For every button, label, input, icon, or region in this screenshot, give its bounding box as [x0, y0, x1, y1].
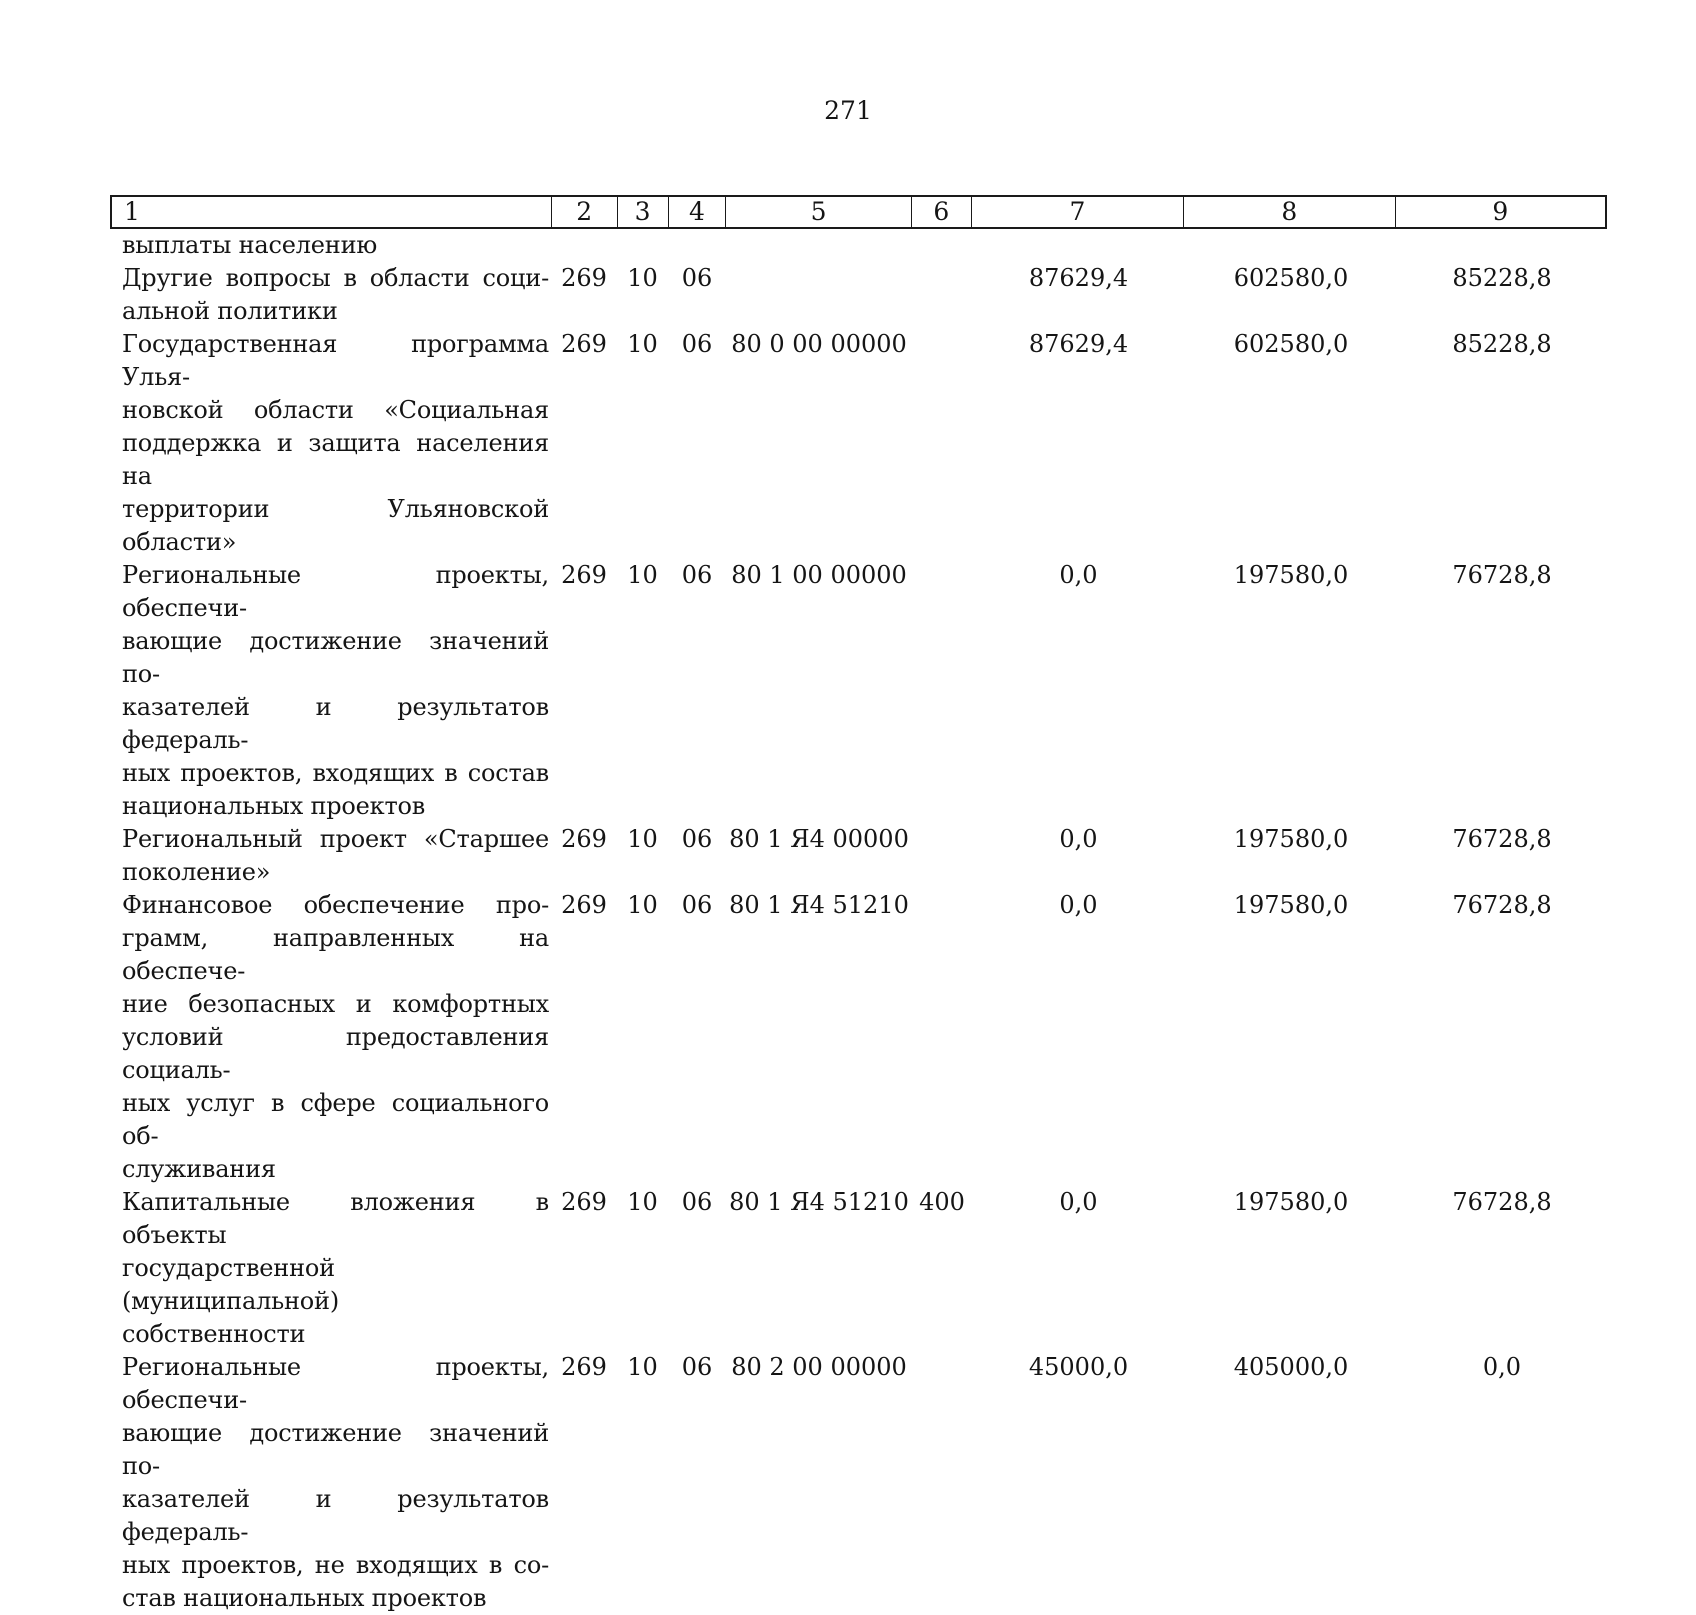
- row-value-col-3: 10: [627, 264, 658, 292]
- row-value-col-7: 87629,4: [1028, 264, 1129, 292]
- row-value-col-3: 10: [627, 561, 658, 589]
- row-value-col-4: 06: [681, 1353, 713, 1381]
- row-name-line: новской области «Социальная: [122, 396, 549, 424]
- row-value-col-6: [912, 229, 972, 262]
- row-value-col-3: 10: [627, 330, 658, 358]
- row-value-col-2: 269: [561, 1353, 607, 1381]
- row-name-line: поддержка и защита населения на: [122, 429, 549, 490]
- row-value-col-4: [668, 229, 726, 262]
- row-value-col-6: [912, 262, 972, 328]
- row-value-col-8: 197580,0: [1233, 825, 1349, 853]
- row-name: [110, 559, 551, 823]
- page-number: 271: [824, 96, 872, 125]
- row-name-line: поколение»: [122, 858, 271, 886]
- row-name-line: выплаты населению: [122, 231, 378, 259]
- row-name-line: Региональные проекты, обеспечи-: [122, 1353, 549, 1414]
- row-value-col-2: 269: [561, 264, 607, 292]
- row-name-line: Региональные проекты, обеспечи-: [122, 561, 549, 622]
- header-col-4: 4: [669, 197, 727, 227]
- row-value-col-6: [912, 559, 972, 823]
- row-name-line: условий предоставления социаль-: [122, 1023, 549, 1084]
- row-name-line: став национальных проектов: [122, 1584, 487, 1612]
- row-value-col-9: 76728,8: [1452, 561, 1552, 589]
- row-value-col-4: 06: [681, 825, 713, 853]
- header-col-8: 8: [1184, 197, 1395, 227]
- row-name-line: Капитальные вложения в объекты: [122, 1188, 549, 1249]
- row-name-line: государственной (муниципальной): [122, 1254, 339, 1315]
- row-value-col-8: [1185, 229, 1397, 262]
- row-value-col-2: 269: [561, 561, 607, 589]
- header-col-1: 1: [112, 197, 552, 227]
- row-name: [110, 889, 551, 1186]
- row-value-col-9: 76728,8: [1452, 891, 1552, 919]
- table-row: [110, 823, 1607, 889]
- row-value-col-6: [912, 1351, 972, 1615]
- row-name-line: альной политики: [122, 297, 338, 325]
- row-value-col-9: 0,0: [1482, 1353, 1522, 1381]
- row-value-col-9: 85228,8: [1452, 264, 1552, 292]
- row-name: [110, 229, 551, 262]
- row-name-line: национальных проектов: [122, 792, 426, 820]
- row-name-line: казателей и результатов федераль-: [122, 1485, 549, 1546]
- row-value-col-9: [1397, 229, 1607, 262]
- row-value-col-4: 06: [681, 264, 713, 292]
- row-value-col-3: [617, 229, 668, 262]
- row-name: [110, 823, 551, 889]
- row-name-line: Финансовое обеспечение про-: [122, 891, 549, 919]
- row-value-col-4: 06: [681, 330, 713, 358]
- row-value-col-8: 405000,0: [1233, 1353, 1349, 1381]
- row-value-col-3: 10: [627, 1188, 658, 1216]
- row-name-line: служивания: [122, 1155, 276, 1183]
- row-name-line: Государственная программа Улья-: [122, 330, 549, 391]
- row-value-col-4: 06: [681, 1188, 713, 1216]
- row-name-line: ных проектов, входящих в состав: [122, 759, 549, 787]
- row-name: [110, 1351, 551, 1615]
- row-value-col-7: 45000,0: [1028, 1353, 1129, 1381]
- row-value-col-2: 269: [561, 825, 607, 853]
- row-value-col-3: 10: [627, 825, 658, 853]
- row-value-col-5: 80 1 00 00000: [731, 561, 907, 589]
- row-value-col-7: 87629,4: [1028, 330, 1129, 358]
- header-col-2: 2: [552, 197, 618, 227]
- row-name-line: Другие вопросы в области соци-: [122, 264, 549, 292]
- row-name-line: ных проектов, не входящих в со-: [122, 1551, 549, 1579]
- row-name-line: ние безопасных и комфортных: [122, 990, 549, 1018]
- row-name-line: грамм, направленных на обеспече-: [122, 924, 549, 985]
- row-value-col-6: [912, 328, 972, 559]
- row-value-col-6: 400: [919, 1188, 965, 1216]
- row-value-col-2: [551, 229, 617, 262]
- row-value-col-4: 06: [681, 561, 713, 589]
- row-value-col-6: [912, 823, 972, 889]
- row-name-line: вающие достижение значений по-: [122, 1419, 549, 1480]
- row-value-col-5: 80 0 00 00000: [731, 330, 907, 358]
- row-value-col-8: 197580,0: [1233, 1188, 1349, 1216]
- header-col-5: 5: [726, 197, 912, 227]
- row-name: [110, 328, 551, 559]
- row-value-col-7: 0,0: [1059, 891, 1098, 919]
- row-value-col-2: 269: [561, 891, 607, 919]
- table-body: [110, 229, 1607, 1615]
- header-col-3: 3: [618, 197, 669, 227]
- row-name-line: вающие достижение значений по-: [122, 627, 549, 688]
- table-row: [110, 229, 1607, 262]
- row-value-col-8: 197580,0: [1233, 561, 1349, 589]
- header-col-6: 6: [912, 197, 972, 227]
- row-value-col-7: 0,0: [1059, 825, 1098, 853]
- row-value-col-9: 85228,8: [1452, 330, 1552, 358]
- table-row: [110, 328, 1607, 559]
- row-value-col-8: 197580,0: [1233, 891, 1349, 919]
- row-value-col-5: [726, 229, 912, 262]
- row-value-col-7: 0,0: [1059, 1188, 1098, 1216]
- row-value-col-3: 10: [627, 1353, 658, 1381]
- table-row: [110, 559, 1607, 823]
- row-value-col-7: [972, 229, 1185, 262]
- row-value-col-5: 80 1 Я4 51210: [729, 1188, 909, 1216]
- row-value-col-2: 269: [561, 1188, 607, 1216]
- row-name-line: казателей и результатов федераль-: [122, 693, 549, 754]
- row-value-col-9: 76728,8: [1452, 825, 1552, 853]
- row-name-line: территории Ульяновской области»: [122, 495, 549, 556]
- row-value-col-8: 602580,0: [1233, 264, 1349, 292]
- table-header: [110, 195, 1607, 229]
- header-col-9: 9: [1492, 197, 1509, 226]
- row-value-col-6: [912, 889, 972, 1186]
- table-row: [110, 889, 1607, 1186]
- row-name-line: собственности: [122, 1320, 306, 1348]
- row-name-line: ных услуг в сфере социального об-: [122, 1089, 549, 1150]
- row-value-col-5: [726, 262, 912, 328]
- row-name: [110, 262, 551, 328]
- header-col-7: 7: [972, 197, 1184, 227]
- row-value-col-5: 80 1 Я4 51210: [729, 891, 909, 919]
- row-value-col-3: 10: [627, 891, 658, 919]
- row-value-col-7: 0,0: [1059, 561, 1098, 589]
- row-value-col-5: 80 1 Я4 00000: [729, 825, 909, 853]
- table-row: [110, 1351, 1607, 1615]
- row-value-col-8: 602580,0: [1233, 330, 1349, 358]
- table-row: [110, 1186, 1607, 1351]
- row-value-col-9: 76728,8: [1452, 1188, 1552, 1216]
- row-value-col-4: 06: [681, 891, 713, 919]
- row-name: [110, 1186, 551, 1351]
- row-name-line: Региональный проект «Старшее: [122, 825, 549, 853]
- row-value-col-2: 269: [561, 330, 607, 358]
- row-value-col-5: 80 2 00 00000: [731, 1353, 907, 1381]
- table-row: [110, 262, 1607, 328]
